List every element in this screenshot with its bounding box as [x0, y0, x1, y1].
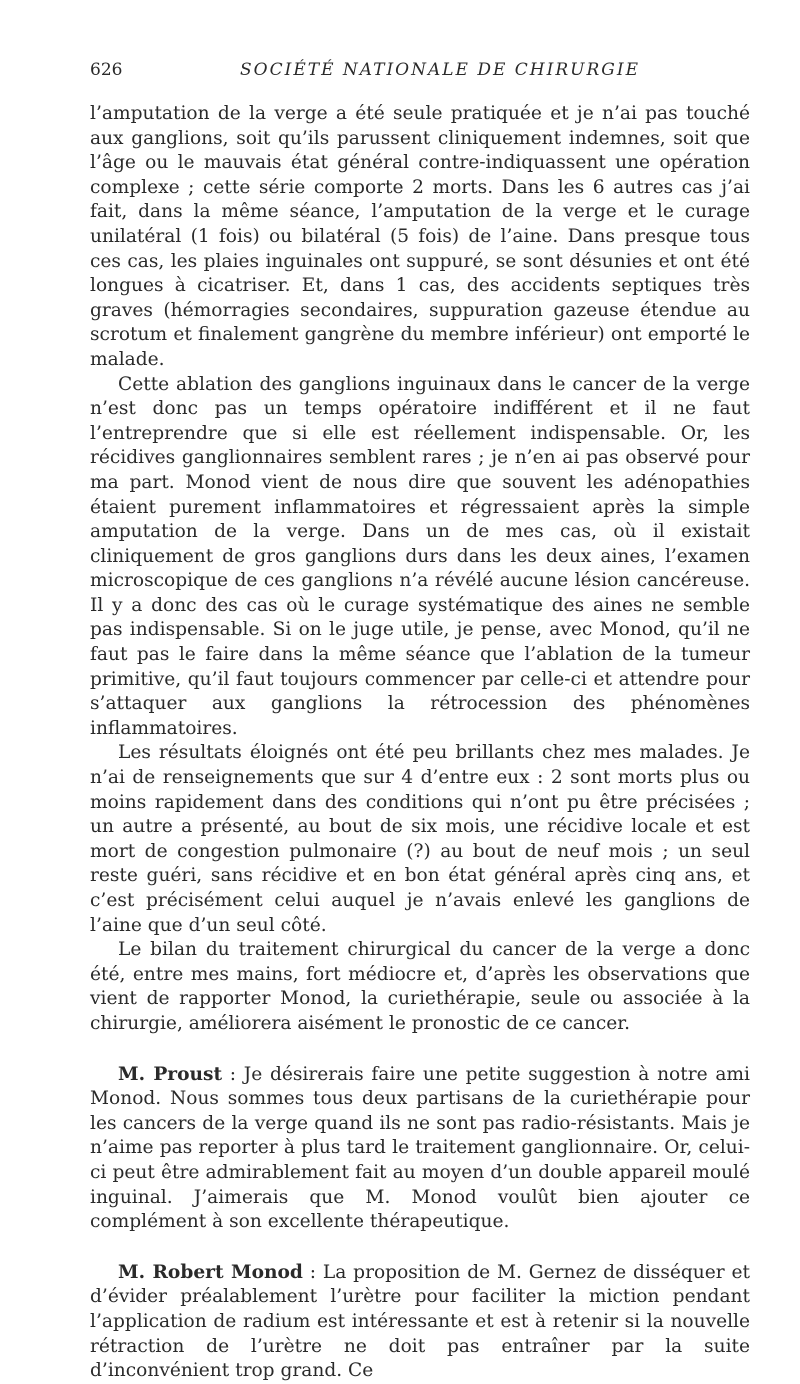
speaker-name: M. Robert Monod	[118, 1261, 303, 1283]
intervention-monod	[90, 1261, 750, 1384]
paragraph-continuation: l’amputation de la verge a été seule pratiquée et je n’ai pas touché aux ganglions, soit qu’ils parussent cliniquement indemnes, soit que l’âge ou le mauvais état général contre-indiquassent une opération complexe ; cette série comporte 2 morts. Dans les 6 autres cas j’ai fait, dans la même séance, l’amputation de la verge et le curage unilatéral (1 fois) ou bilatéral (5 fois) de l’aine. Dans presque tous ces cas, les plaies inguinales ont suppuré, se sont désunies et ont été longues à cicatriser. Et, dans 1 cas, des accidents septiques très graves (hémorragies secondaires, suppuration gazeuse étendue au scrotum et finalement gangrène du membre inférieur) ont emporté le malade.	[90, 103, 750, 370]
page-number: 626	[90, 60, 123, 80]
article-body	[90, 102, 750, 1384]
speaker-name: M. Proust	[118, 1063, 223, 1085]
intervention-text: : La proposition de M. Gernez de disséquer et d’évider préalablement l’urètre pour faciliter la miction pendant l’application de radium est intéressante et est à retenir si la nouvelle rétraction de l’urètre ne doit pas entraîner par la suite d’inconvénient trop grand. Ce	[90, 1261, 750, 1382]
intervention-text: : Je désirerais faire une petite suggestion à notre ami Monod. Nous sommes tous deux partisans de la curiethérapie pour les cancers de la verge quand ils ne sont pas radio-résistants. Mais je n’aime pas reporter à plus tard le traitement ganglionnaire. Or, celui-ci peut être admirablement fait au moyen d’un double appareil moulé inguinal. J’aimerais que M. Monod voulût bien ajouter ce complément à son excellente thérapeutique.	[90, 1063, 750, 1233]
paragraph-ganglions: Cette ablation des ganglions inguinaux dans le cancer de la verge n’est donc pas un temps opératoire indifférent et il ne faut l’entreprendre que si elle est réellement indispensable. Or, les récidives ganglionnaires semblent rares ; je n’en ai pas observé pour ma part. Monod vient de nous dire que souvent les adénopathies étaient purement inflammatoires et régressaient après la simple amputation de la verge. Dans un de mes cas, où il existait cliniquement de gros ganglions durs dans les deux aines, l’examen microscopique de ces ganglions n’a révélé aucune lésion cancéreuse. Il y a donc des cas où le curage systématique des aines ne semble pas indispensable. Si on le juge utile, je pense, avec Monod, qu’il ne faut pas le faire dans la même séance que l’ablation de la tumeur primitive, qu’il faut toujours commencer par celle-ci et attendre pour s’attaquer aux ganglions la rétrocession des phénomènes inflammatoires.	[90, 373, 750, 739]
paragraph-bilan: Le bilan du traitement chirurgical du cancer de la verge a donc été, entre mes mains, fort médiocre et, d’après les observations que vient de rapporter Monod, la curiethérapie, seule ou associée à la chirurgie, améliorera aisément le pronostic de ce cancer.	[90, 939, 750, 1034]
intervention-proust	[90, 1063, 750, 1235]
journal-title: SOCIÉTÉ NATIONALE DE CHIRURGIE	[240, 60, 640, 80]
running-head	[90, 60, 750, 86]
paragraph-resultats: Les résultats éloignés ont été peu brillants chez mes malades. Je n’ai de renseignements que sur 4 d’entre eux : 2 sont morts plus ou moins rapidement dans des conditions qui n’ont pu être précisées ; un autre a présenté, au bout de six mois, une récidive locale et est mort de congestion pulmonaire (?) au bout de neuf mois ; un seul reste guéri, sans récidive et en bon état général après cinq ans, et c’est précisément celui auquel je n’avais enlevé les ganglions de l’aine que d’un seul côté.	[90, 742, 750, 936]
